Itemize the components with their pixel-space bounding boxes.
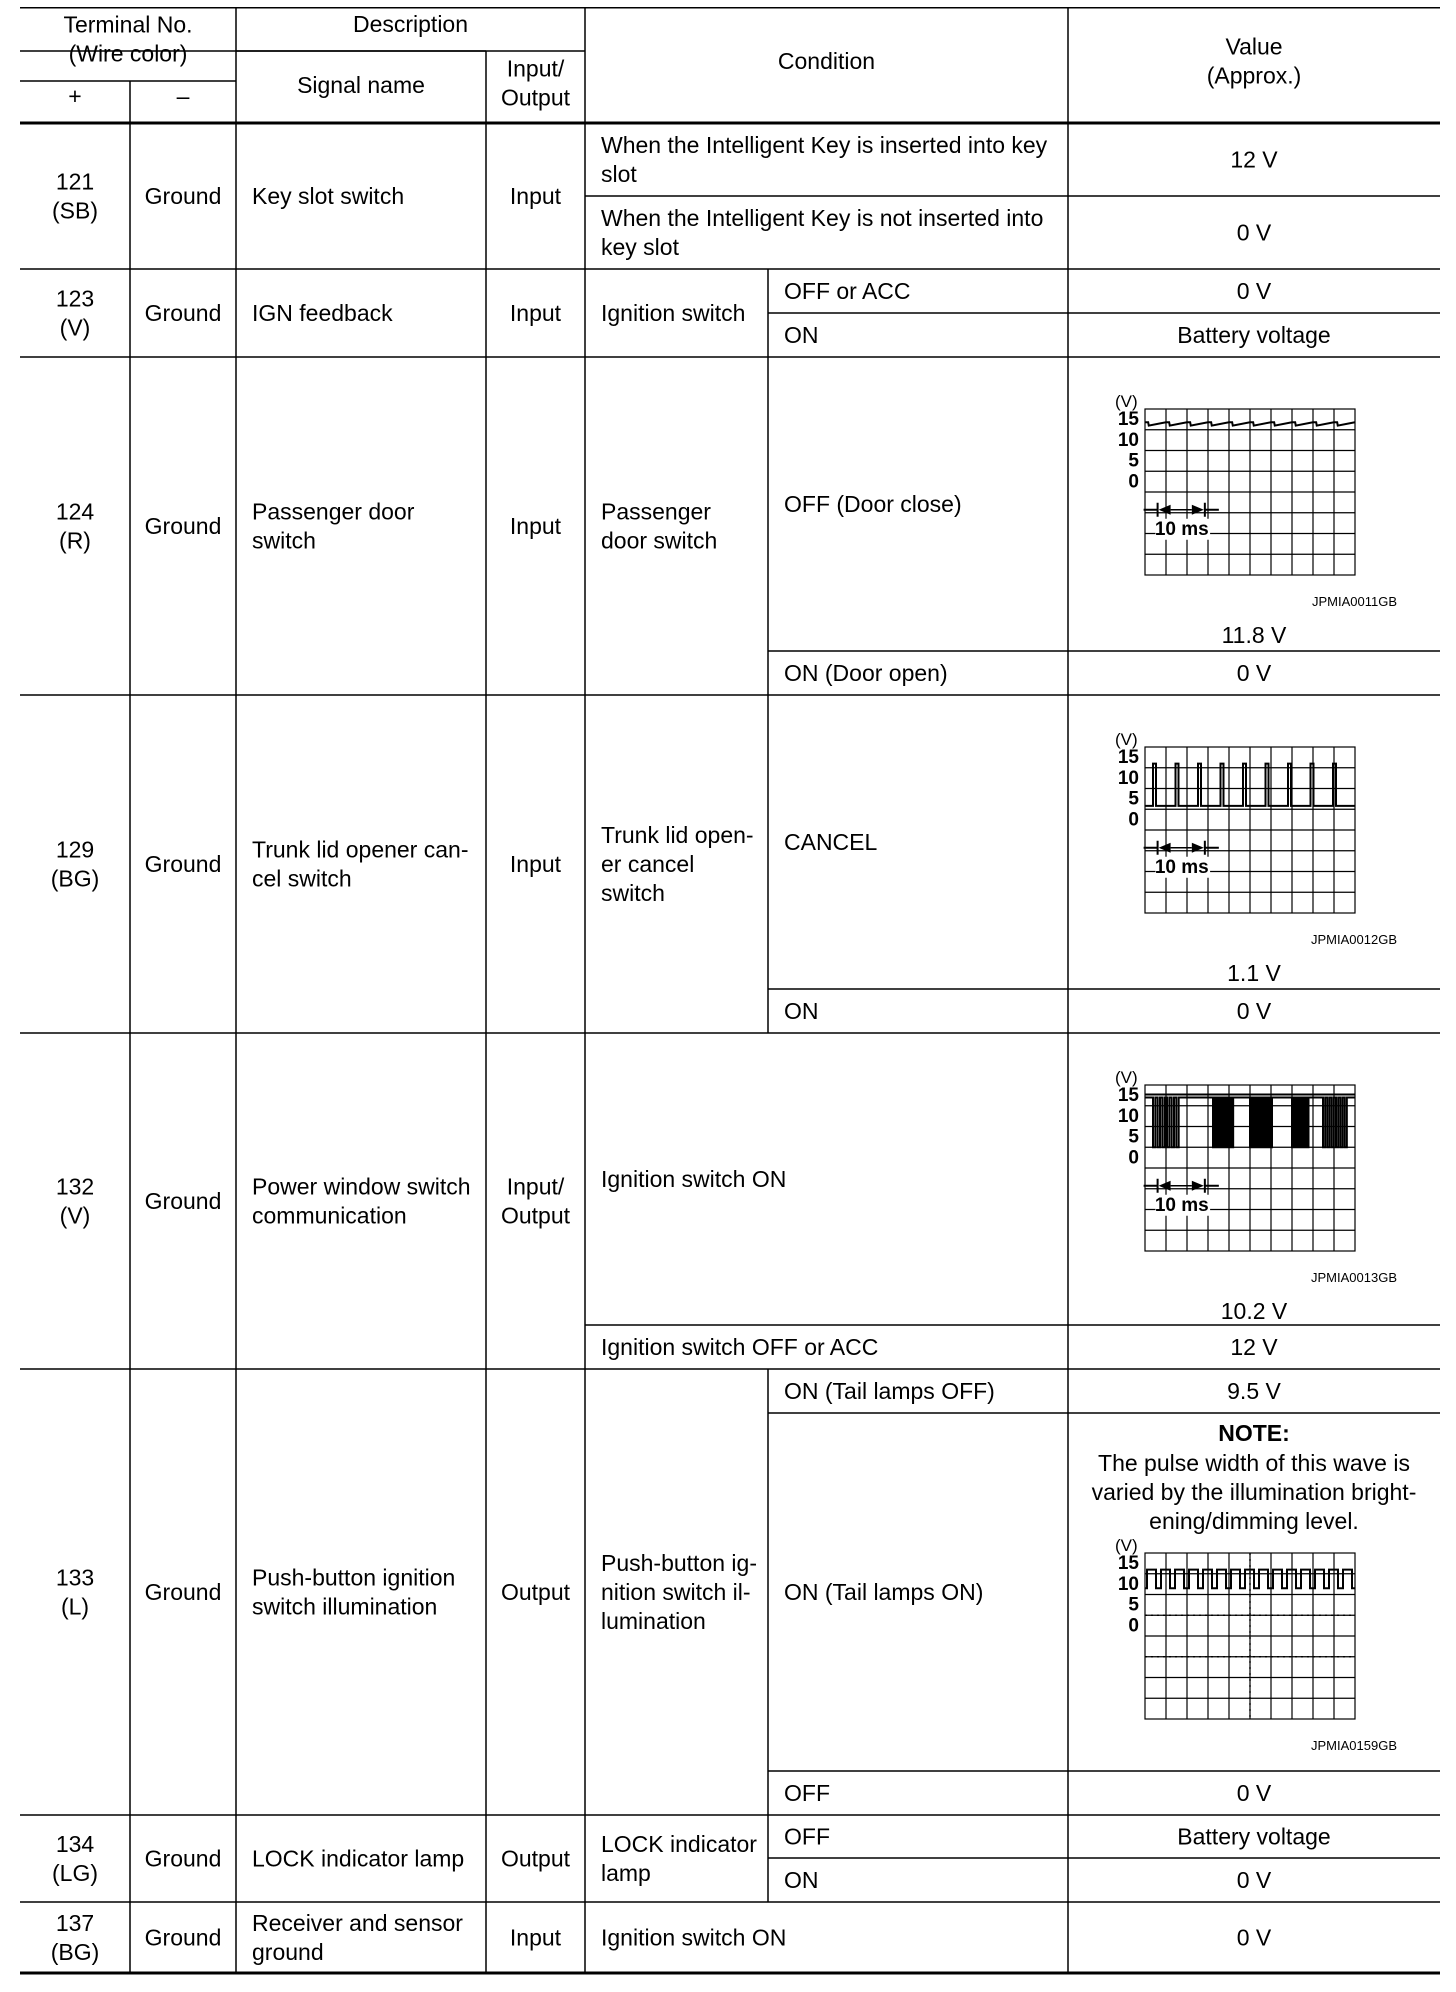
- waveform-y-tick: 15: [1117, 409, 1139, 430]
- row-129-state-0: [784, 829, 878, 855]
- row-134-condition: [601, 1831, 757, 1886]
- row-137-io: [510, 1925, 562, 1951]
- row-121-value-1: [1237, 220, 1272, 246]
- row-134-ground-line: Ground: [144, 1845, 222, 1872]
- row-124-value-0: [1222, 622, 1287, 648]
- waveform-code: JPMIA0012GB: [1311, 932, 1397, 947]
- row-129-ground-line: Ground: [144, 851, 222, 877]
- row-123-condition: [601, 300, 745, 326]
- row-124-io: [510, 513, 562, 539]
- waveform-y-tick: 0: [1128, 809, 1139, 831]
- row-132-signal-name-line: Power window switch: [252, 1173, 471, 1200]
- row-134-state-0: [784, 1824, 830, 1850]
- row-124-signal-name: [252, 499, 415, 554]
- row-121-condition-1-line: key slot: [601, 234, 679, 260]
- waveform-y-tick: 15: [1117, 1085, 1139, 1106]
- row-134-state-1-line: ON: [784, 1867, 819, 1893]
- row-133-signal-name-line: switch illumination: [252, 1593, 438, 1620]
- header-condition: [778, 48, 875, 74]
- waveform-y-tick: 5: [1128, 1594, 1139, 1616]
- row-133-terminal-line: 133: [55, 1564, 95, 1591]
- row-123-state-0-line: OFF or ACC: [784, 278, 911, 304]
- row-137-io-line: Input: [509, 1924, 562, 1951]
- header-terminal-no-line: (Wire color): [68, 40, 188, 67]
- row-123-io-line: Input: [509, 300, 562, 326]
- row-133-io-line: Output: [500, 1579, 571, 1605]
- row-124-signal-name-line: Passenger door: [252, 498, 415, 525]
- row-133-state-1: [784, 1579, 983, 1605]
- header-input-output-line: Output: [500, 84, 571, 111]
- row-124-value-1: [1237, 660, 1272, 686]
- row-124-io-line: Input: [509, 513, 562, 539]
- waveform-y-tick: 0: [1128, 471, 1139, 493]
- row-134-signal-name-line: LOCK indicator lamp: [252, 1845, 465, 1872]
- row-129-value-1: [1237, 998, 1272, 1024]
- header-minus: [177, 83, 190, 109]
- row-124-terminal-line: (R): [59, 527, 91, 554]
- row-123-terminal-line: 123: [55, 285, 95, 312]
- row-123-io: [510, 300, 562, 326]
- row-134-ground: [145, 1846, 222, 1872]
- row-121-value-1-line: 0 V: [1236, 219, 1272, 246]
- row-132-terminal-line: (V): [59, 1202, 91, 1229]
- row-133-value-1-note-title: [1218, 1420, 1290, 1446]
- row-133-state-2: [784, 1780, 830, 1806]
- row-129-value-0: [1227, 960, 1281, 986]
- waveform-code: JPMIA0159GB: [1311, 1738, 1397, 1753]
- row-123-terminal: [56, 286, 94, 341]
- row-121-value-0-line: 12 V: [1230, 146, 1278, 173]
- row-134-value-1: [1237, 1867, 1272, 1893]
- row-137-condition-0: [601, 1925, 786, 1951]
- header-signal-name: [297, 72, 425, 98]
- row-129-condition-line: er cancel: [601, 851, 695, 877]
- row-134-terminal-line: 134: [55, 1831, 95, 1857]
- row-132-terminal: [56, 1174, 94, 1229]
- row-129-terminal: [51, 837, 100, 892]
- row-124-condition: [601, 499, 717, 554]
- row-124-ground: [145, 513, 222, 539]
- row-124-terminal-line: 124: [55, 498, 95, 525]
- row-133-condition: [601, 1550, 757, 1634]
- row-132-value-0-line: 10.2 V: [1220, 1298, 1288, 1324]
- row-123-value-0-line: 0 V: [1236, 278, 1272, 304]
- waveform-y-tick: 5: [1128, 450, 1139, 472]
- row-132-condition-1: [601, 1334, 878, 1360]
- row-134-state-0-line: OFF: [784, 1823, 830, 1850]
- row-132-signal-name: [252, 1174, 471, 1229]
- row-132-ground: [145, 1188, 222, 1214]
- row-124-state-0: [784, 491, 962, 517]
- header-minus-line: –: [176, 83, 190, 109]
- row-134-condition-line: lamp: [601, 1860, 651, 1886]
- row-124-ground-line: Ground: [144, 513, 222, 539]
- row-133-terminal: [56, 1565, 94, 1620]
- row-124-state-1: [784, 660, 948, 686]
- row-137-condition-0-line: Ignition switch ON: [601, 1924, 787, 1951]
- row-137-value-0: [1237, 1925, 1272, 1951]
- row-133-state-2-line: OFF: [784, 1780, 830, 1806]
- row-129-value-1-line: 0 V: [1236, 998, 1272, 1024]
- row-134-io-line: Output: [500, 1845, 571, 1872]
- row-129-signal-name: [252, 837, 468, 892]
- row-134-signal-name: [252, 1846, 464, 1872]
- row-129-condition-line: Trunk lid open-: [601, 822, 754, 848]
- row-129-ground: [145, 851, 222, 877]
- row-123-terminal-line: (V): [59, 314, 91, 341]
- waveform-unit: (V): [1115, 392, 1138, 411]
- row-132-value-0: [1221, 1298, 1288, 1324]
- row-134-state-1: [784, 1867, 819, 1893]
- row-124-state-0-line: OFF (Door close): [784, 491, 962, 517]
- row-124-condition-line: door switch: [601, 527, 718, 554]
- row-133-ground: [145, 1579, 222, 1605]
- header-signal-name-line: Signal name: [297, 72, 425, 98]
- row-133-signal-name: [252, 1565, 455, 1620]
- waveform-time-scale: 10 ms: [1154, 518, 1209, 540]
- row-124-signal-name-line: switch: [252, 527, 316, 554]
- row-132-io: [501, 1174, 571, 1229]
- header-input-output-line: Input/: [506, 55, 565, 82]
- row-129-condition: [601, 822, 754, 906]
- row-137-terminal-line: 137: [55, 1910, 95, 1936]
- row-133-signal-name-line: Push-button ignition: [252, 1564, 456, 1591]
- header-value-line: Value: [1225, 33, 1283, 60]
- row-121-signal-name-line: Key slot switch: [252, 183, 405, 209]
- row-121-condition-1-line: When the Intelligent Key is not inserted into: [601, 205, 1044, 231]
- row-123-value-1-line: Battery voltage: [1177, 322, 1331, 348]
- row-132-condition-0-line: Ignition switch ON: [601, 1166, 787, 1192]
- table-svg: [20, 7, 1440, 1977]
- row-124-terminal: [56, 499, 95, 554]
- row-133-value-1-note-line: The pulse width of this wave is: [1098, 1450, 1410, 1476]
- row-129-state-0-line: CANCEL: [784, 829, 878, 855]
- row-134-terminal: [52, 1831, 98, 1886]
- waveform-code: JPMIA0011GB: [1311, 594, 1397, 609]
- row-132-ground-line: Ground: [144, 1188, 222, 1214]
- row-132-condition-0: [601, 1166, 786, 1192]
- waveform-unit: (V): [1115, 1536, 1138, 1555]
- row-129-signal-name-line: cel switch: [252, 865, 352, 892]
- terminal-table: [20, 7, 1440, 1977]
- row-129-terminal-line: 129: [55, 836, 95, 863]
- row-129-value-0-waveform: [1115, 730, 1397, 947]
- row-123-condition-line: Ignition switch: [601, 300, 746, 326]
- row-133-value-2-line: 0 V: [1236, 1780, 1272, 1806]
- header-terminal-no: [63, 12, 192, 67]
- row-137-value-0-line: 0 V: [1236, 1924, 1272, 1951]
- waveform-y-tick: 10: [1117, 429, 1139, 451]
- row-133-value-1-note: [1092, 1450, 1417, 1534]
- row-133-state-0-line: ON (Tail lamps OFF): [784, 1378, 995, 1404]
- row-123-state-1: [784, 322, 819, 348]
- waveform-signal: [1145, 1097, 1355, 1147]
- row-132-terminal-line: 132: [55, 1173, 95, 1200]
- row-121-condition-0: [601, 132, 1048, 187]
- row-132-value-0-waveform: [1115, 1068, 1397, 1285]
- row-129-condition-line: switch: [601, 880, 665, 906]
- waveform-y-tick: 0: [1128, 1615, 1139, 1637]
- row-133-value-0-line: 9.5 V: [1227, 1378, 1281, 1404]
- row-133-value-2: [1237, 1780, 1272, 1806]
- header-value-line: (Approx.): [1206, 62, 1302, 89]
- row-132-io-line: Input/: [506, 1173, 565, 1200]
- waveform-y-tick: 10: [1117, 767, 1139, 789]
- row-121-terminal: [52, 169, 98, 224]
- row-121-ground-line: Ground: [144, 183, 222, 209]
- row-129-signal-name-line: Trunk lid opener can-: [252, 836, 469, 863]
- waveform-unit: (V): [1115, 730, 1138, 749]
- row-123-signal-name-line: IGN feedback: [252, 300, 393, 326]
- row-123-state-1-line: ON: [784, 322, 819, 348]
- waveform-y-tick: 10: [1117, 1573, 1139, 1595]
- row-124-value-0-waveform: [1115, 392, 1397, 609]
- row-133-value-1-note-line: ening/dimming level.: [1149, 1508, 1359, 1534]
- waveform-y-tick: 10: [1117, 1105, 1139, 1127]
- row-132-condition-1-line: Ignition switch OFF or ACC: [601, 1334, 879, 1360]
- waveform-code: JPMIA0013GB: [1311, 1270, 1397, 1285]
- waveform-y-tick: 5: [1128, 788, 1139, 810]
- row-121-terminal-line: 121: [55, 168, 95, 195]
- row-134-value-0: [1177, 1824, 1330, 1850]
- row-132-value-1-line: 12 V: [1230, 1334, 1278, 1360]
- row-134-value-1-line: 0 V: [1236, 1867, 1272, 1893]
- row-133-value-1-note-line: varied by the illumination bright-: [1091, 1479, 1417, 1505]
- header-condition-line: Condition: [777, 48, 876, 74]
- row-137-ground: [145, 1925, 222, 1951]
- row-137-signal-name-line: ground: [252, 1939, 324, 1965]
- row-129-io: [510, 851, 562, 877]
- row-121-io-line: Input: [509, 183, 562, 209]
- row-134-terminal-line: (LG): [52, 1860, 98, 1886]
- row-121-io: [510, 183, 562, 209]
- row-133-condition-line: lumination: [601, 1608, 706, 1634]
- row-121-condition-1: [601, 205, 1043, 260]
- row-121-value-0: [1230, 147, 1278, 173]
- row-123-value-0: [1237, 278, 1272, 304]
- row-123-value-1: [1177, 322, 1330, 348]
- row-133-value-0: [1227, 1378, 1281, 1404]
- waveform-time-scale: 10 ms: [1154, 1194, 1209, 1216]
- header-description-line: Description: [352, 11, 469, 37]
- row-134-condition-line: LOCK indicator: [601, 1831, 757, 1857]
- row-123-signal-name: [252, 300, 393, 326]
- row-121-condition-0-line: When the Intelligent Key is inserted into key: [601, 132, 1048, 158]
- row-133-condition-line: nition switch il-: [601, 1579, 751, 1605]
- header-plus: [68, 83, 81, 109]
- row-137-signal-name: [252, 1910, 463, 1965]
- row-121-terminal-line: (SB): [52, 197, 98, 224]
- row-133-value-1-waveform: [1115, 1536, 1397, 1753]
- row-124-value-1-line: 0 V: [1236, 660, 1272, 686]
- row-123-ground: [145, 300, 222, 326]
- row-137-terminal-line: (BG): [50, 1939, 100, 1965]
- row-124-value-0-line: 11.8 V: [1221, 622, 1287, 648]
- row-121-ground: [145, 183, 222, 209]
- row-137-signal-name-line: Receiver and sensor: [252, 1910, 463, 1936]
- header-input-output: [501, 56, 571, 111]
- row-133-condition-line: Push-button ig-: [601, 1550, 757, 1576]
- row-132-io-line: Output: [500, 1202, 571, 1229]
- row-134-io: [501, 1846, 571, 1872]
- row-123-ground-line: Ground: [144, 300, 222, 326]
- row-137-terminal: [51, 1910, 100, 1965]
- row-124-condition-line: Passenger: [601, 498, 711, 525]
- row-134-value-0-line: Battery voltage: [1177, 1823, 1331, 1850]
- row-129-state-1-line: ON: [784, 998, 819, 1024]
- row-133-io: [501, 1579, 571, 1605]
- header-value: [1207, 34, 1302, 89]
- row-133-state-0: [784, 1378, 995, 1404]
- row-137-ground-line: Ground: [144, 1924, 222, 1951]
- row-129-state-1: [784, 998, 819, 1024]
- waveform-unit: (V): [1115, 1068, 1138, 1087]
- row-121-signal-name: [252, 183, 404, 209]
- row-124-state-1-line: ON (Door open): [784, 660, 948, 686]
- waveform-y-tick: 0: [1128, 1147, 1139, 1169]
- row-129-value-0-line: 1.1 V: [1227, 960, 1281, 986]
- header-description: [353, 11, 468, 37]
- row-123-state-0: [784, 278, 911, 304]
- waveform-time-scale: 10 ms: [1154, 856, 1209, 878]
- header-terminal-no-line: Terminal No.: [63, 11, 193, 38]
- row-121-condition-0-line: slot: [601, 161, 637, 187]
- row-133-terminal-line: (L): [60, 1593, 90, 1620]
- row-132-value-1: [1230, 1334, 1278, 1360]
- row-129-io-line: Input: [509, 851, 562, 877]
- row-133-state-1-line: ON (Tail lamps ON): [784, 1579, 984, 1605]
- waveform-y-tick: 15: [1117, 747, 1139, 768]
- waveform-y-tick: 5: [1128, 1126, 1139, 1148]
- waveform-y-tick: 15: [1117, 1553, 1139, 1574]
- header-plus-line: +: [68, 83, 82, 109]
- row-132-signal-name-line: communication: [252, 1202, 407, 1229]
- row-129-terminal-line: (BG): [50, 865, 100, 892]
- row-133-ground-line: Ground: [144, 1579, 222, 1605]
- row-133-value-1-note-title-line: NOTE:: [1218, 1420, 1290, 1446]
